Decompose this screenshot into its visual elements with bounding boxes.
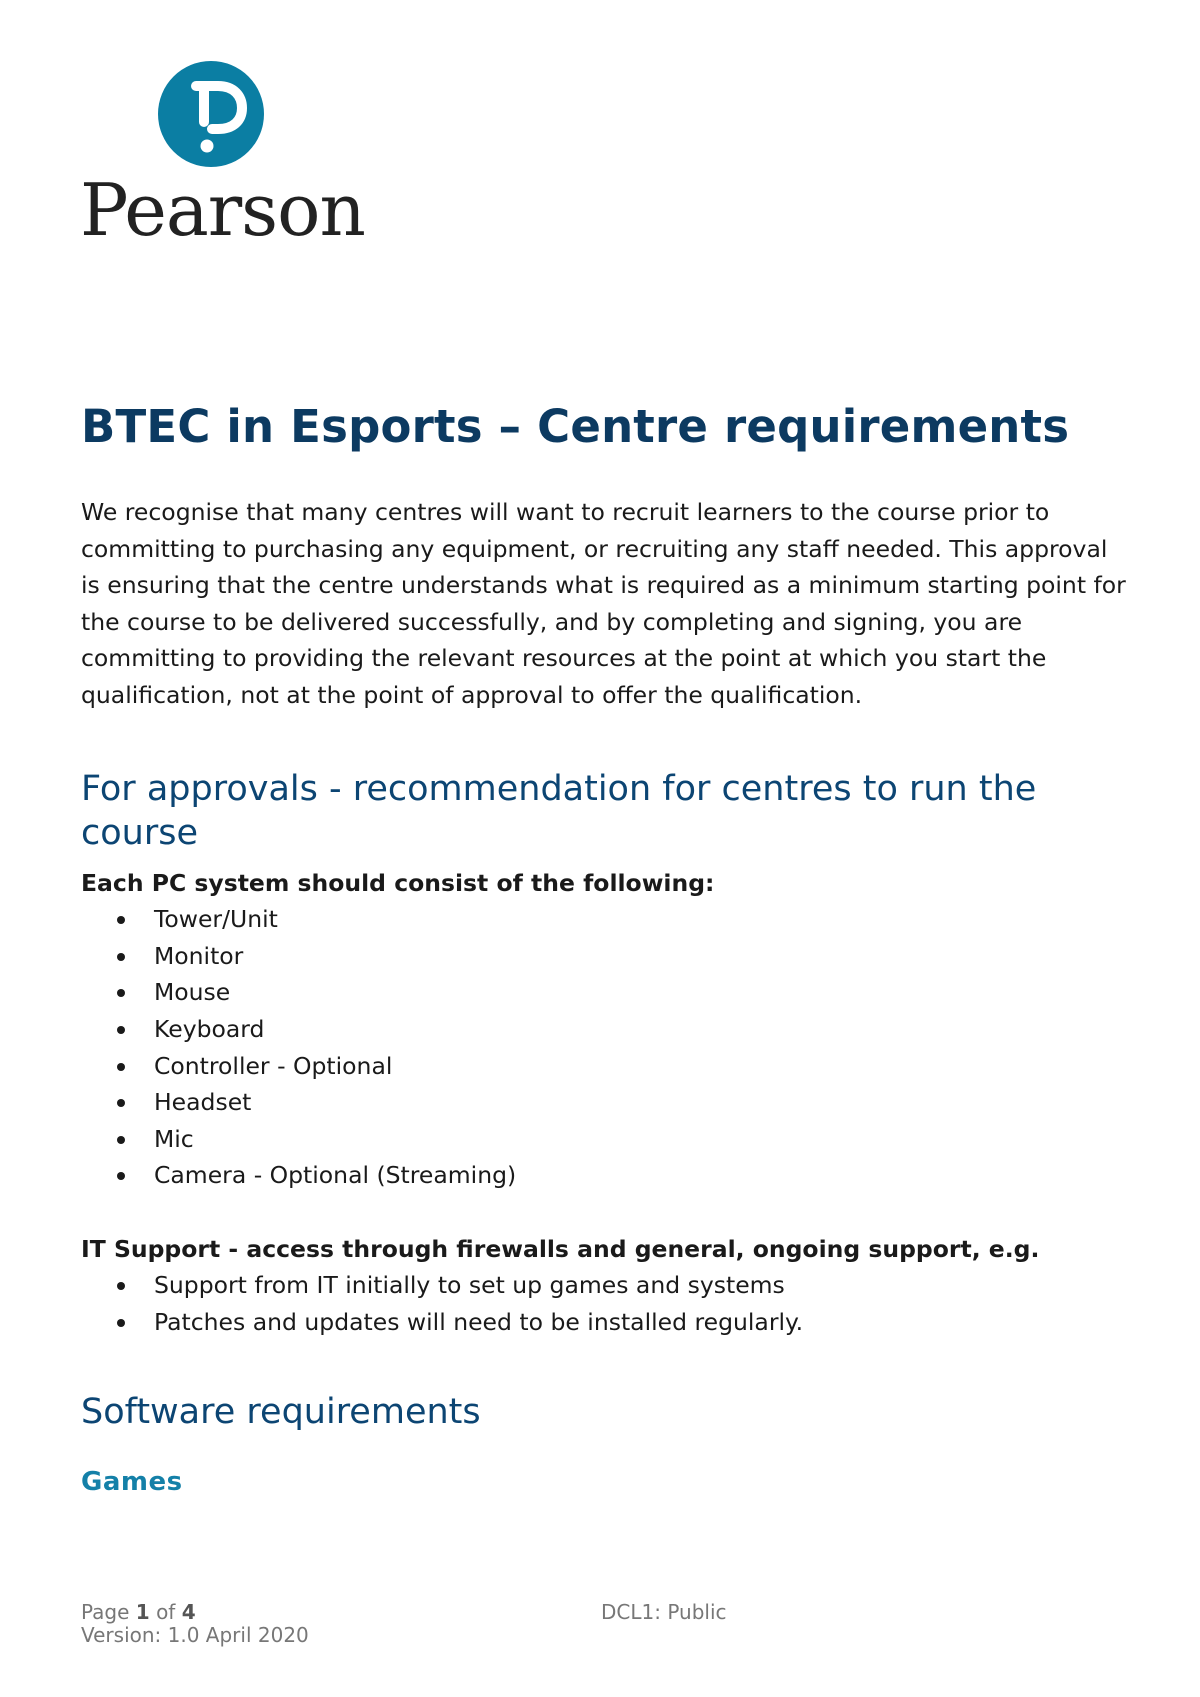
pearson-p-logo-icon: [156, 56, 266, 172]
bullet-icon: [117, 1026, 125, 1034]
pc-system-label: Each PC system should consist of the following:: [81, 868, 715, 897]
list-item: Monitor: [81, 938, 1131, 975]
list-item: Mic: [81, 1121, 1131, 1158]
page-indicator: Page 1 of 4: [81, 1600, 196, 1624]
bullet-icon: [117, 1099, 125, 1107]
list-item: Controller - Optional: [81, 1048, 1131, 1085]
list-item: Keyboard: [81, 1011, 1131, 1048]
document-body: [81, 400, 1131, 1497]
pearson-wordmark: Pearson: [80, 168, 365, 252]
bullet-icon: [117, 989, 125, 997]
it-support-list: [81, 1267, 1131, 1340]
list-item: Patches and updates will need to be installed regularly.: [81, 1304, 1131, 1341]
page-number: 1: [135, 1600, 150, 1624]
bullet-icon: [117, 1063, 125, 1071]
bullet-icon: [117, 1172, 125, 1180]
list-item: Camera - Optional (Streaming): [81, 1157, 1131, 1194]
pc-components-list: [81, 901, 1131, 1194]
bullet-icon: [117, 916, 125, 924]
list-item: Headset: [81, 1084, 1131, 1121]
pearson-logo: [80, 56, 365, 252]
classification-label: DCL1: Public: [601, 1600, 727, 1624]
total-pages: 4: [181, 1600, 196, 1624]
list-item: Support from IT initially to set up games and systems: [81, 1267, 1131, 1304]
software-heading: Software requirements: [81, 1392, 481, 1433]
bullet-icon: [117, 1136, 125, 1144]
version-info: Version: 1.0 April 2020: [81, 1623, 309, 1647]
list-item: Tower/Unit: [81, 901, 1131, 938]
intro-paragraph: We recognise that many centres will want to recruit learners to the course prior to committing to purchasing any equipment, or recruiting any staff needed. This approval is ensuring that the centre understands what is required as a minimum starting point for the course to be delivered successfully, and by completing and signing, you are committing to providing the relevant resources at the point at which you start the qualification, not at the point of approval to offer the qualification.: [81, 498, 1126, 709]
approvals-heading: For approvals - recommendation for centres to run the course: [81, 768, 1037, 853]
page-title: BTEC in Esports – Centre requirements: [81, 400, 1070, 453]
bullet-icon: [117, 953, 125, 961]
bullet-icon: [117, 1282, 125, 1290]
list-item: Mouse: [81, 974, 1131, 1011]
games-subheading: Games: [81, 1467, 183, 1498]
it-support-label: IT Support - access through firewalls and general, ongoing support, e.g.: [81, 1234, 1040, 1263]
bullet-icon: [117, 1319, 125, 1327]
page-footer: [81, 1601, 1131, 1647]
